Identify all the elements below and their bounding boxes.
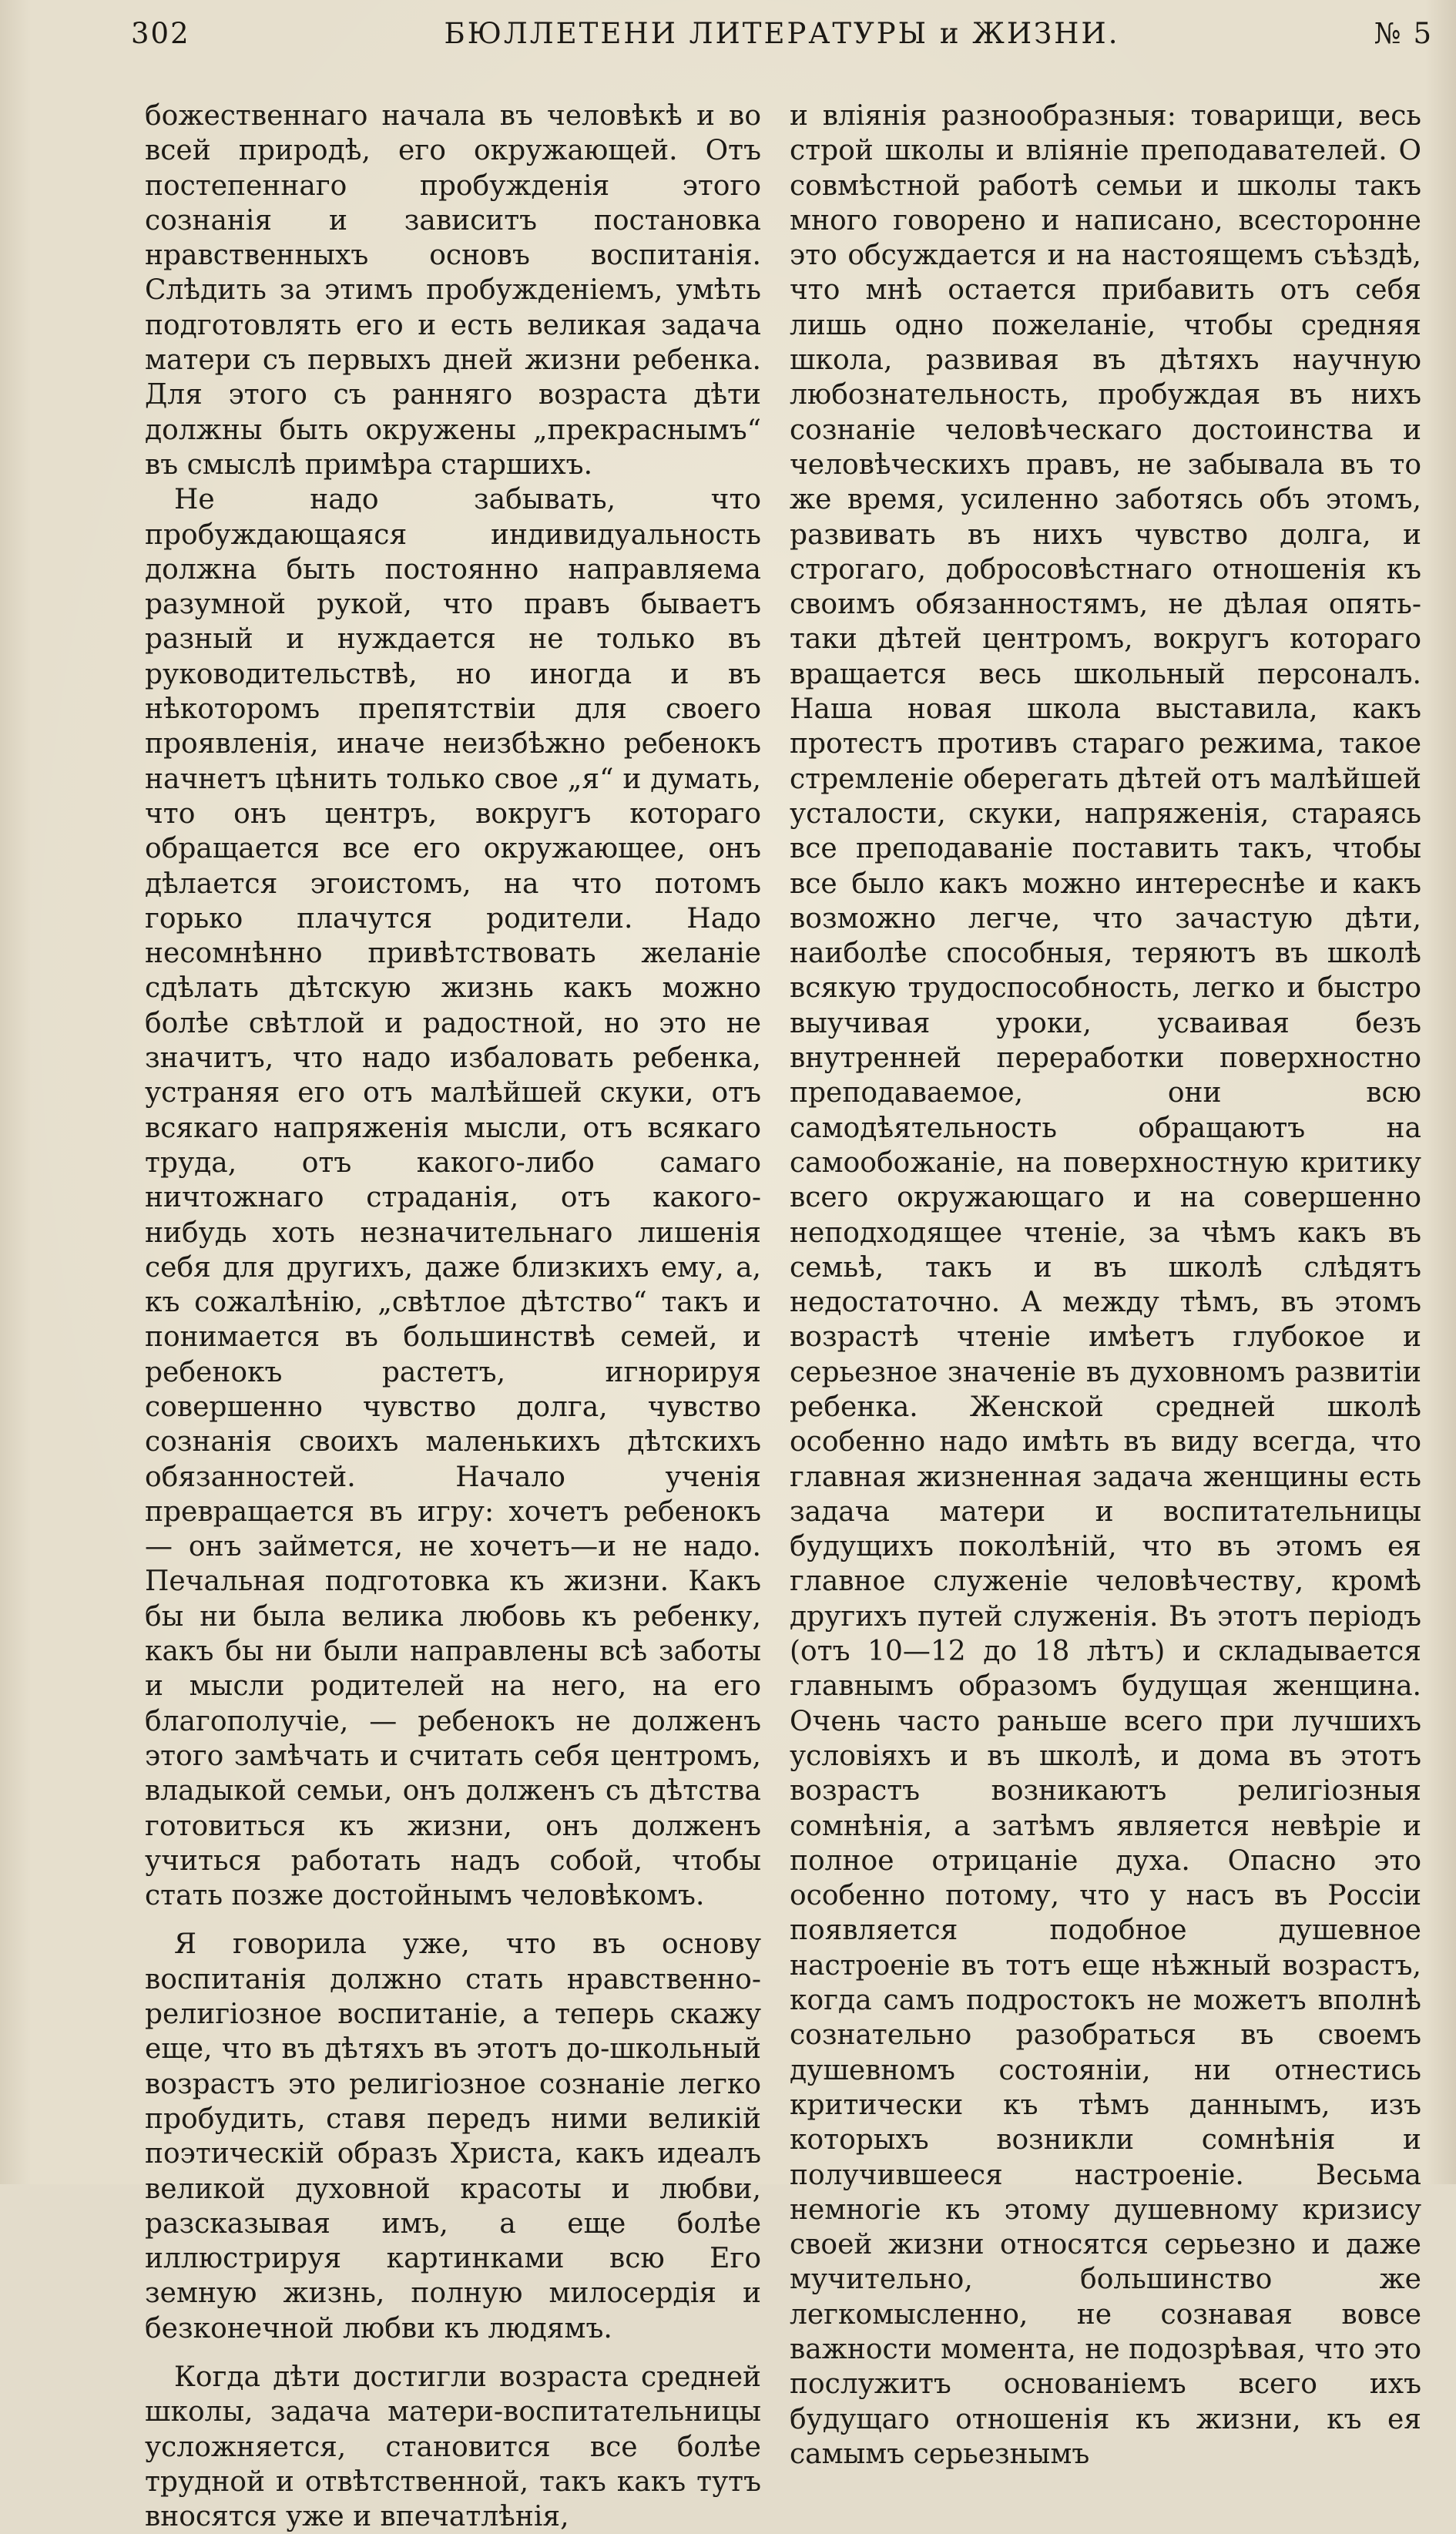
paragraph: Не надо забывать, что пробуждающаяся индивидуальность должна быть постоянно направляема разумной рукой, что правъ бываетъ разный и нуждается не только въ руководительствѣ, но иногда и въ нѣкоторомъ препятствіи для своего проявленія, иначе неизбѣжно ребенокъ начнетъ цѣнить только свое „я“ и думать, что онъ центръ, вокругъ котораго обращается все его окружающее, онъ дѣлается эгоистомъ, на что потомъ горько плачутся родители. Надо несомнѣнно привѣтствовать желаніе сдѣлать дѣтскую жизнь какъ можно болѣе свѣтлой и радостной, но это не значитъ, что надо избаловать ребенка, устраняя его отъ малѣйшей скуки, отъ всякаго напряженія мысли, отъ всякаго труда, отъ какого-либо самаго ничтожнаго страданія, отъ какого-нибудь хоть незначительнаго лишенія себя для другихъ, даже близкихъ ему, а, къ сожалѣнію, „свѣтлое дѣтство“ такъ и понимается въ большинствѣ семей, и ребенокъ растетъ, игнорируя совершенно чувство долга, чувство сознанія своихъ маленькихъ дѣтскихъ обязанностей. Начало ученія превращается въ игру: хочетъ ребенокъ— онъ займется, не хочетъ—и не надо. Печальная подготовка къ жизни. Какъ бы ни была велика любовь къ ребенку, какъ бы ни были направлены всѣ заботы и мысли родителей на него, на его благополучіе, — ребенокъ не долженъ этого замѣчать и считать себя центромъ, владыкой семьи, онъ долженъ съ дѣтства готовиться къ жизни, онъ долженъ учиться работать надъ собой, чтобы стать позже достойнымъ человѣкомъ. <box>145 484 761 1912</box>
journal-title: БЮЛЛЕТЕНИ ЛИТЕРАТУРЫ и ЖИЗНИ. <box>444 17 1120 50</box>
paragraph: Я говорила уже, что въ основу воспитанія должно стать нравственно-религіозное воспитаніе, а теперь скажу еще, что въ дѣтяхъ въ этотъ до-школьный возрастъ это религіозное сознаніе легко пробудить, ставя передъ ними великій поэтическій образъ Христа, какъ идеалъ великой духовной красоты и любви, разсказывая имъ, а еще болѣе иллюстрируя картинками всю Его земную жизнь, полную милосердія и безконечной любви къ людямъ. <box>145 1928 761 2344</box>
paragraph: и вліянія разнообразныя: товарищи, весь строй школы и вліяніе преподавателей. О совмѣстной работѣ семьи и школы такъ много говорено и написано, всесторонне это обсуждается и на настоящемъ съѣздѣ, что мнѣ остается прибавить отъ себя лишь одно пожеланіе, чтобы средняя школа, развивая въ дѣтяхъ научную любознательность, пробуждая въ нихъ сознаніе человѣческаго достоинства и человѣческихъ правъ, не забывала въ то же время, усиленно заботясь объ этомъ, развивать въ нихъ чувство долга, и строгаго, добросовѣстнаго отношенія къ своимъ обязанностямъ, не дѣлая опять-таки дѣтей центромъ, вокругъ котораго вращается весь школьный персоналъ. Наша новая школа выставила, какъ протестъ противъ стараго режима, такое стремленіе оберегать дѣтей отъ малѣйшей усталости, скуки, напряженія, стараясь все преподаваніе поставить такъ, чтобы все было какъ можно интереснѣе и какъ возможно легче, что зачастую дѣти, наиболѣе способныя, теряютъ въ школѣ всякую трудоспособность, легко и быстро выучивая уроки, усваивая безъ внутренней переработки поверхностно преподаваемое, они всю самодѣятельность обращаютъ на самообожаніе, на поверхностную критику всего окружающаго и на совершенно неподходящее чтеніе, за чѣмъ какъ въ семьѣ, такъ и въ школѣ слѣдятъ недостаточно. А между тѣмъ, въ этомъ возрастѣ чтеніе имѣетъ глубокое и серьезное значеніе въ духовномъ развитіи ребенка. Женской средней школѣ особенно надо имѣть въ виду всегда, что главная жизненная задача женщины есть задача матери и воспитательницы будущихъ поколѣній, что въ этомъ ея главное служеніе человѣчеству, кромѣ другихъ путей служенія. Въ этотъ періодъ (отъ 10—12 до 18 лѣтъ) и складывается главнымъ образомъ будущая женщина. Очень часто раньше всего при лучшихъ условіяхъ и въ школѣ, и дома въ этотъ возрастъ возникаютъ религіозныя сомнѣнія, а затѣмъ является невѣріе и полное отрицаніе духа. Опасно это особенно потому, что у насъ въ Россіи появляется подобное душевное настроеніе въ тотъ еще нѣжный возрастъ, когда самъ подростокъ не можетъ вполнѣ сознательно разобраться въ своемъ душевномъ состояніи, ни отнестись критически къ тѣмъ даннымъ, изъ которыхъ возникли сомнѣнія и получившееся настроеніе. Весьма немногіе къ этому душевному кризису своей жизни относятся серьезно и даже мучительно, большинство же легкомысленно, не сознавая вовсе важности момента, не подозрѣвая, что это послужитъ основаніемъ всего ихъ будущаго отношенія къ жизни, къ ея самымъ серьезнымъ <box>790 100 1421 2470</box>
left-column <box>145 99 761 2534</box>
issue-number: № 5 <box>1374 17 1433 50</box>
page-number: 302 <box>131 17 190 50</box>
right-column <box>790 99 1421 2472</box>
running-head <box>131 17 1433 63</box>
paragraph: божественнаго начала въ человѣкѣ и во всей природѣ, его окружающей. Отъ постепеннаго пробужденія этого сознанія и зависитъ постановка нравственныхъ основъ воспитанія. Слѣдить за этимъ пробужденіемъ, умѣть подготовлять его и есть великая задача матери съ первыхъ дней жизни ребенка. Для этого съ ранняго возраста дѣти должны быть окружены „прекраснымъ“ въ смыслѣ примѣра старшихъ. <box>145 100 761 481</box>
paragraph: Когда дѣти достигли возраста средней школы, задача матери-воспитательницы усложняется, становится все болѣе трудной и отвѣтственной, такъ какъ тутъ вносятся уже и впечатлѣнія, <box>145 2361 761 2533</box>
